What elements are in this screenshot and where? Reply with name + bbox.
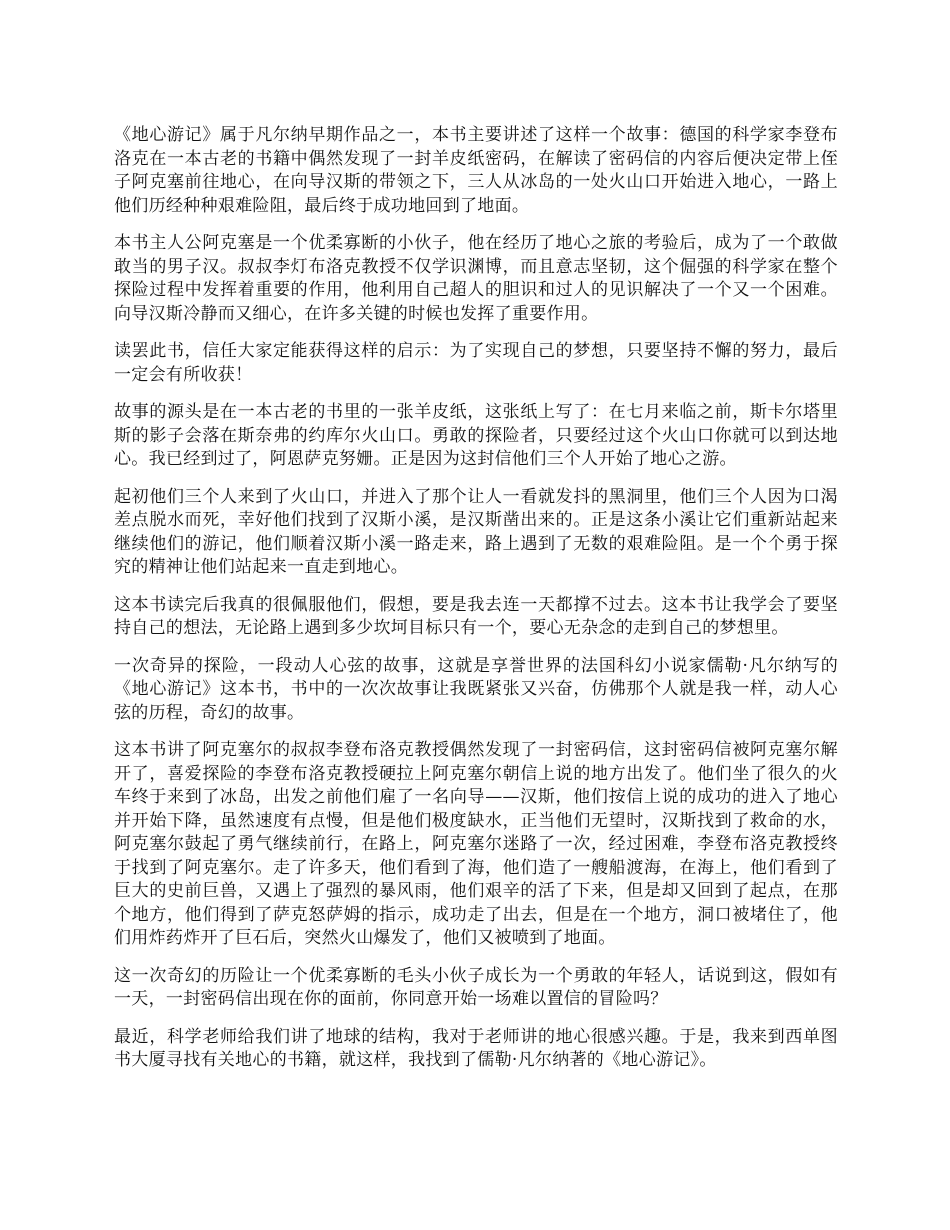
paragraph-10: 最近，科学老师给我们讲了地球的结构，我对于老师讲的地心很感兴趣。于是，我来到西单图书大厦寻找有关地心的书籍，就这样，我找到了儒勒·凡尔纳著的《地心游记》。: [114, 1026, 838, 1070]
paragraph-2: 本书主人公阿克塞是一个优柔寡断的小伙子，他在经历了地心之旅的考验后，成为了一个敢做敢当的男子汉。叔叔李灯布洛克教授不仅学识渊博，而且意志坚韧，这个倔强的科学家在整个探险过程中发挥着重要的作用，他利用自己超人的胆识和过人的见识解决了一个又一个困难。向导汉斯冷静而又细心，在许多关键的时候也发挥了重要作用。: [114, 233, 838, 324]
paragraph-1: 《地心游记》属于凡尔纳早期作品之一，本书主要讲述了这样一个故事：德国的科学家李登布洛克在一本古老的书籍中偶然发现了一封羊皮纸密码，在解读了密码信的内容后便决定带上侄子阿克塞前往地心，在向导汉斯的带领之下，三人从冰岛的一处火山口开始进入地心，一路上他们历经种种艰难险阻，最后终于成功地回到了地面。: [114, 125, 838, 216]
document-body: [114, 124, 838, 1087]
paragraph-3: 读罢此书，信任大家定能获得这样的启示：为了实现自己的梦想，只要坚持不懈的努力，最后一定会有所收获！: [114, 341, 838, 385]
paragraph-6: 这本书读完后我真的很佩服他们，假想，要是我去连一天都撑不过去。这本书让我学会了要坚持自己的想法，无论路上遇到多少坎坷目标只有一个，要心无杂念的走到自己的梦想里。: [114, 594, 838, 638]
paragraph-9: 这一次奇幻的历险让一个优柔寡断的毛头小伙子成长为一个勇敢的年轻人，话说到这，假如有一天，一封密码信出现在你的面前，你同意开始一场难以置信的冒险吗？: [114, 965, 838, 1009]
paragraph-8: 这本书讲了阿克塞尔的叔叔李登布洛克教授偶然发现了一封密码信，这封密码信被阿克塞尔解开了，喜爱探险的李登布洛克教授硬拉上阿克塞尔朝信上说的地方出发了。他们坐了很久的火车终于来到了冰岛，出发之前他们雇了一名向导——汉斯，他们按信上说的成功的进入了地心并开始下降，虽然速度有点慢，但是他们极度缺水，正当他们无望时，汉斯找到了救命的水，阿克塞尔鼓起了勇气继续前行，在路上，阿克塞尔迷路了一次，经过困难，李登布洛克教授终于找到了阿克塞尔。走了许多天，他们看到了海，他们造了一艘船渡海，在海上，他们看到了巨大的史前巨兽，又遇上了强烈的暴风雨，他们艰辛的活了下来，但是却又回到了起点，在那个地方，他们得到了萨克怒萨姆的指示，成功走了出去，但是在一个地方，洞口被堵住了，他们用炸药炸开了巨石后，突然火山爆发了，他们又被喷到了地面。: [114, 740, 838, 948]
paragraph-4: 故事的源头是在一本古老的书里的一张羊皮纸，这张纸上写了：在七月来临之前，斯卡尔塔里斯的影子会落在斯奈弗的约库尔火山口。勇敢的探险者，只要经过这个火山口你就可以到达地心。我已经到过了，阿恩萨克努姗。正是因为这封信他们三个人开始了地心之游。: [114, 402, 838, 469]
paragraph-5: 起初他们三个人来到了火山口，并进入了那个让人一看就发抖的黑洞里，他们三个人因为口渴差点脱水而死，幸好他们找到了汉斯小溪，是汉斯凿出来的。正是这条小溪让它们重新站起来继续他们的游记，他们顺着汉斯小溪一路走来，路上遇到了无数的艰难险阻。是一个个勇于探究的精神让他们站起来一直走到地心。: [114, 486, 838, 577]
paragraph-7: 一次奇异的探险，一段动人心弦的故事，这就是享誉世界的法国科幻小说家儒勒·凡尔纳写的《地心游记》这本书，书中的一次次故事让我既紧张又兴奋，仿佛那个人就是我一样，动人心弦的历程，奇幻的故事。: [114, 655, 838, 723]
